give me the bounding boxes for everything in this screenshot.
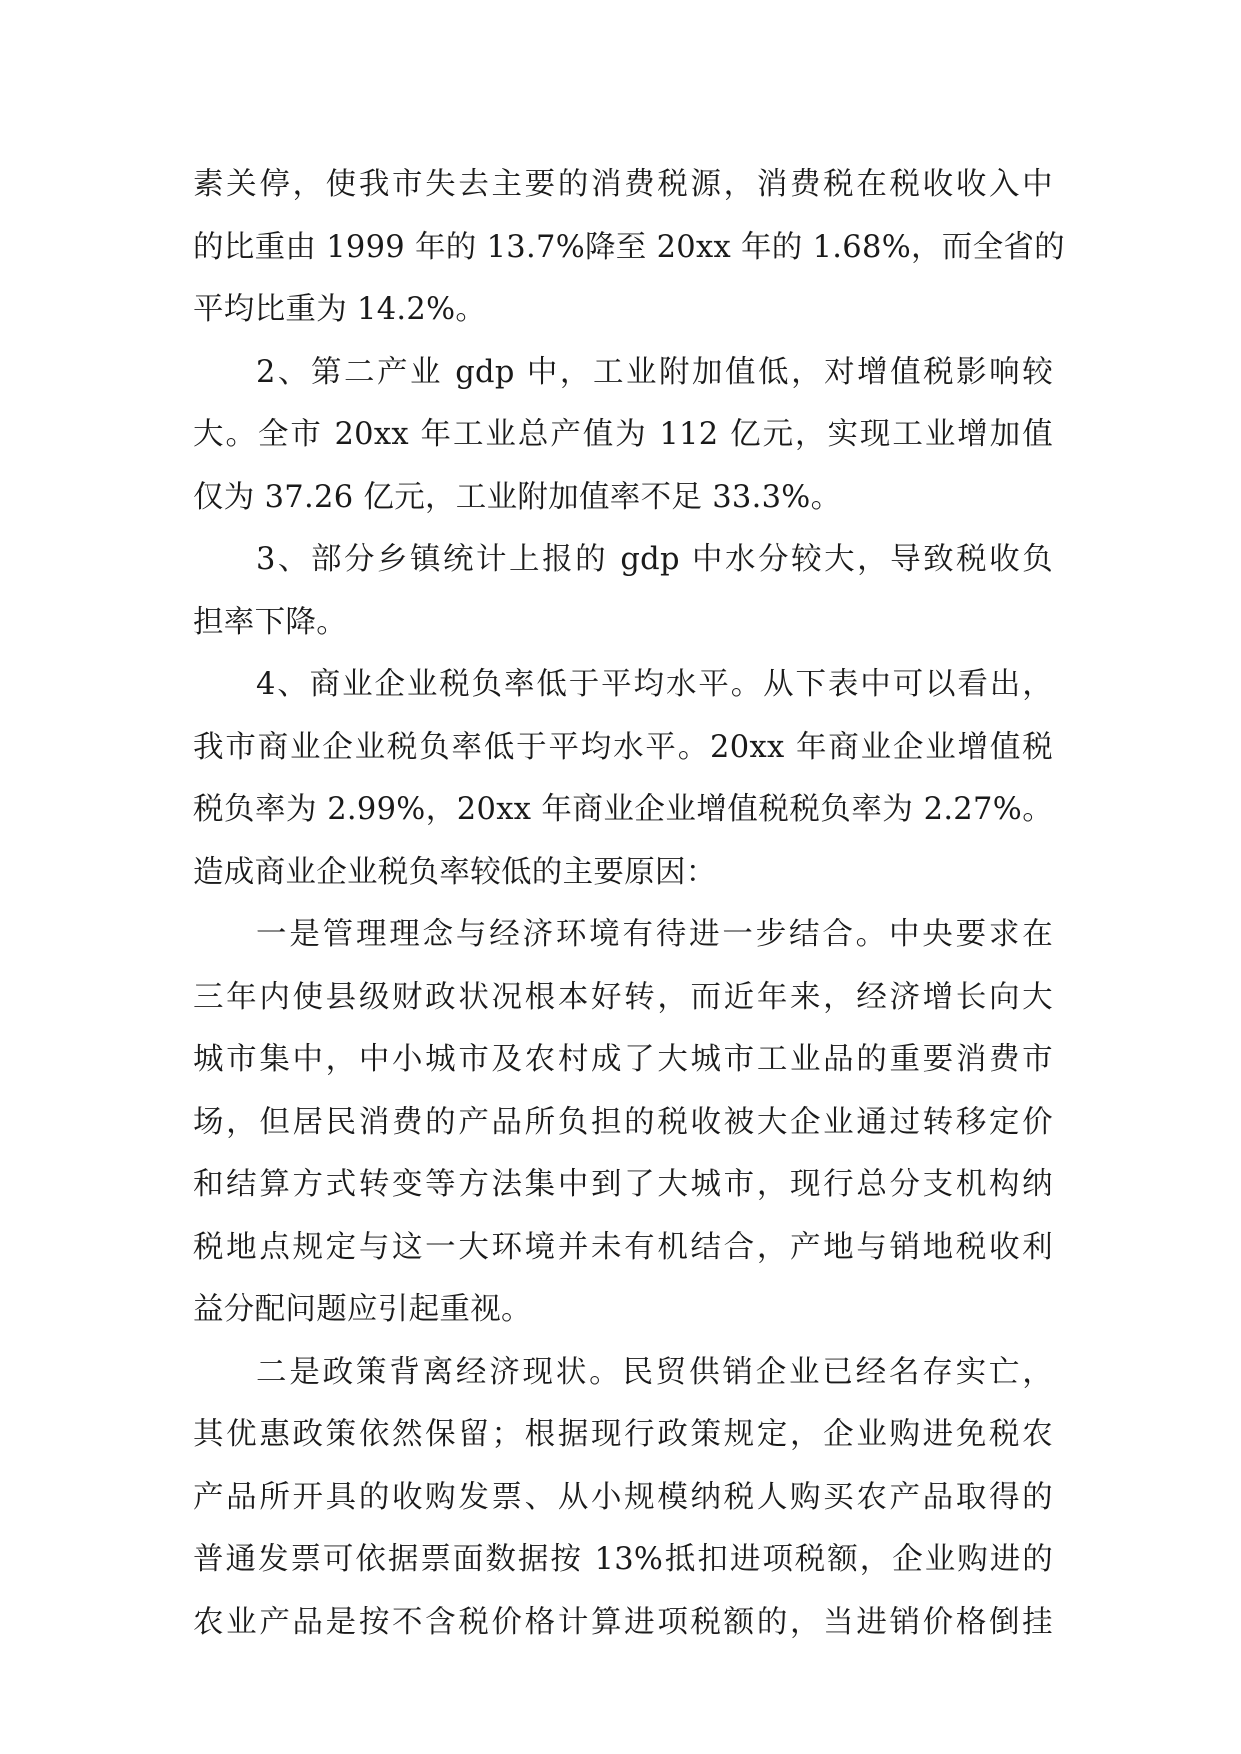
text-line: 3、部分乡镇统计上报的 gdp 中水分较大，导致税收负: [256, 542, 1053, 577]
text-line: 2、第二产业 gdp 中，工业附加值低，对增值税影响较: [256, 354, 1053, 390]
text-line: 平均比重为 14.2%。: [193, 292, 487, 327]
text-line: 三年内使县级财政状况根本好转，而近年来，经济增长向大: [193, 979, 1053, 1015]
text-line: 城市集中，中小城市及农村成了大城市工业品的重要消费市: [193, 1042, 1053, 1077]
text-line: 产品所开具的收购发票、从小规模纳税人购买农产品取得的: [193, 1479, 1053, 1515]
text-line: 税负率为 2.99%，20xx 年商业企业增值税税负率为 2.27%。: [193, 792, 1053, 827]
text-line: 仅为 37.26 亿元，工业附加值率不足 33.3%。: [193, 479, 842, 515]
text-line: 税地点规定与这一大环境并未有机结合，产地与销地税收利: [193, 1229, 1053, 1265]
text-line: 素关停，使我市失去主要的消费税源，消费税在税收收入中: [193, 167, 1053, 202]
text-line: 一是管理理念与经济环境有待进一步结合。中央要求在: [256, 917, 1053, 952]
text-line: 益分配问题应引起重视。: [193, 1292, 532, 1327]
text-line: 其优惠政策依然保留；根据现行政策规定，企业购进免税农: [193, 1417, 1053, 1452]
text-line: 二是政策背离经济现状。民贸供销企业已经名存实亡，: [256, 1354, 1053, 1390]
text-line: 我市商业企业税负率低于平均水平。20xx 年商业企业增值税: [193, 729, 1053, 765]
text-line: 的比重由 1999 年的 13.7%降至 20xx 年的 1.68%，而全省的: [193, 229, 1065, 265]
text-line: 4、商业企业税负率低于平均水平。从下表中可以看出，: [256, 667, 1053, 702]
text-line: 担率下降。: [193, 604, 347, 640]
text-line: 普通发票可依据票面数据按 13%抵扣进项税额，企业购进的: [193, 1542, 1053, 1577]
text-line: 大。全市 20xx 年工业总产值为 112 亿元，实现工业增加值: [193, 417, 1053, 452]
text-line: 农业产品是按不含税价格计算进项税额的，当进销价格倒挂: [193, 1604, 1053, 1640]
text-line: 和结算方式转变等方法集中到了大城市，现行总分支机构纳: [193, 1167, 1053, 1202]
text-line: 场，但居民消费的产品所负担的税收被大企业通过转移定价: [193, 1104, 1053, 1140]
text-line: 造成商业企业税负率较低的主要原因：: [193, 854, 717, 890]
body-text: [193, 154, 1065, 1654]
